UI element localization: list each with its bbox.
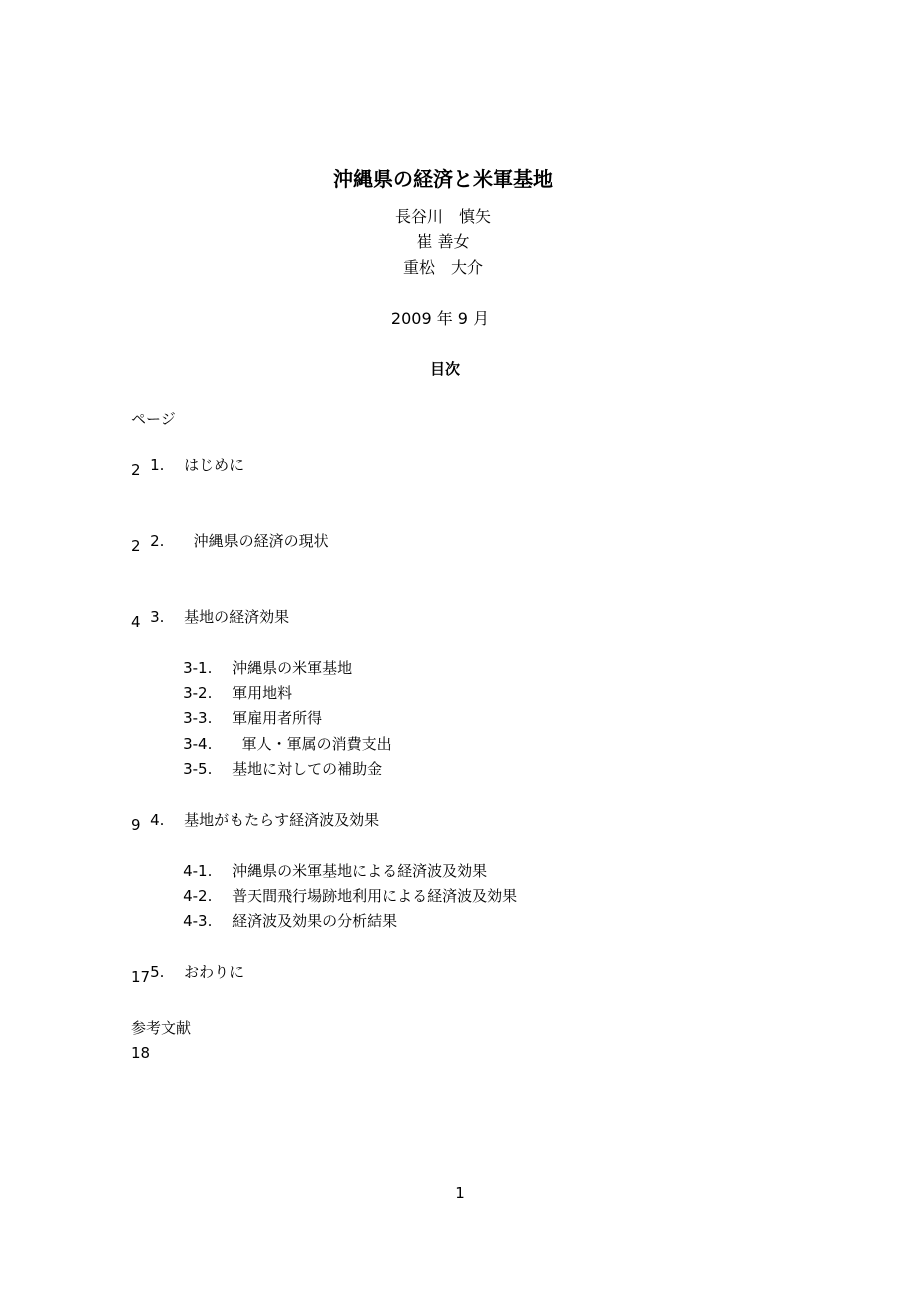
toc-section-title: おわりに	[184, 963, 245, 981]
toc-subsection-title: 軍雇用者所得	[232, 709, 323, 727]
document-title: 沖縄県の経済と米軍基地	[333, 167, 553, 191]
toc-section-number: 2.	[150, 532, 165, 550]
toc-subsection-number: 3-1.	[183, 659, 213, 677]
toc-heading: 目次	[429, 360, 460, 378]
toc-section-number: 3.	[150, 608, 165, 626]
author-name: 崔 善女	[416, 232, 470, 251]
toc-subsection-number: 3-5.	[183, 760, 213, 778]
toc-section-title: はじめに	[184, 456, 245, 474]
toc-section-title: 基地の経済効果	[184, 608, 290, 626]
toc-section-title: 沖縄県の経済の現状	[184, 532, 329, 550]
toc-subsection-number: 3-2.	[183, 684, 213, 702]
toc-section-page: 2	[131, 461, 141, 479]
toc-section-page: 9	[131, 816, 141, 834]
toc-subsection-title: 沖縄県の米軍基地による経済波及効果	[232, 862, 488, 880]
toc-section-page: 17	[131, 968, 151, 986]
toc-subsection-number: 4-1.	[183, 862, 213, 880]
toc-subsection-title: 軍人・軍属の消費支出	[232, 735, 392, 753]
toc-subsection-title: 沖縄県の米軍基地	[232, 659, 353, 677]
toc-section-number: 5.	[150, 963, 165, 981]
author-name: 長谷川 慎矢	[394, 207, 491, 226]
page-number: 1	[455, 1184, 465, 1202]
toc-section-page: 18	[131, 1044, 151, 1062]
toc-section-title: 基地がもたらす経済波及効果	[184, 811, 380, 829]
toc-section	[131, 511, 329, 571]
document-date: 2009 年 9 月	[390, 309, 490, 328]
toc-subsection-number: 3-4.	[183, 735, 213, 753]
toc-section	[131, 435, 244, 495]
toc-section-number: 4.	[150, 811, 165, 829]
toc-subsection-title: 基地に対しての補助金	[232, 760, 383, 778]
toc-subsection-number: 3-3.	[183, 709, 213, 727]
toc-section-page: 4	[131, 613, 141, 631]
toc-subsection-number: 4-2.	[183, 887, 213, 905]
toc-subsection-title: 経済波及効果の分析結果	[232, 912, 398, 930]
toc-references: 参考文献	[131, 1019, 192, 1037]
toc-subsection-title: 普天間飛行場跡地利用による経済波及効果	[232, 887, 518, 905]
toc-section-number: 1.	[150, 456, 165, 474]
author-name: 重松 大介	[402, 258, 483, 277]
toc-page-label: ページ	[131, 410, 176, 428]
toc-subsection-title: 軍用地料	[232, 684, 293, 702]
toc-subsection-number: 4-3.	[183, 912, 213, 930]
toc-section-page: 2	[131, 537, 141, 555]
